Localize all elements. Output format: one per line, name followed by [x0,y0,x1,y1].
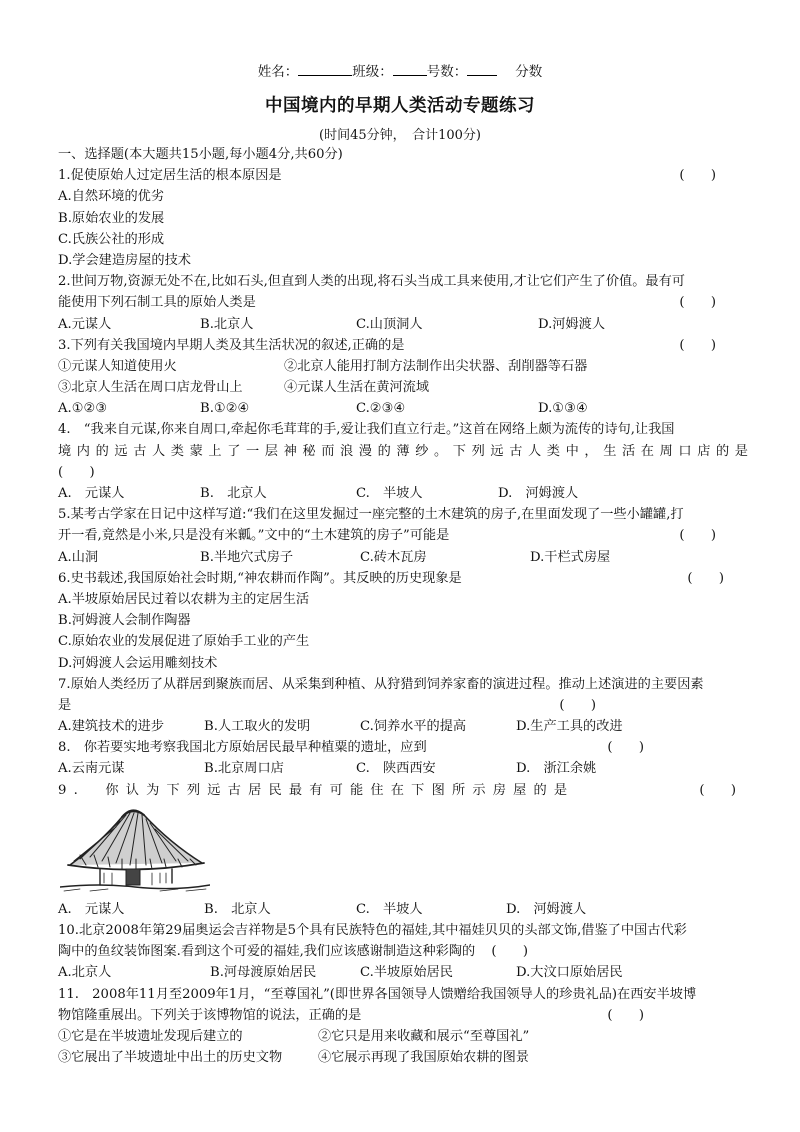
option-d: D. 浙江余姚 [516,761,597,777]
statement-4: ④元谋人生活在黄河流域 [284,380,430,396]
option-b: B.北京人 [200,316,254,332]
question-8-stem [58,737,748,758]
option-d: D.干栏式房屋 [530,549,611,565]
question-4-stem-line-1: 4. “我来自元谋,你来自周口,牵起你毛茸茸的手,爱让我们直立行走。”这首在网络上颇为流传的诗句,让我国 [58,422,675,438]
question-1-text: 1.促使原始人过定居生活的根本原因是 [58,168,282,184]
statement-4: ④它展示再现了我国原始农耕的图景 [318,1050,529,1066]
question-10-options [58,962,748,983]
statement-2: ②它只是用来收藏和展示“至尊国礼” [318,1028,530,1044]
answer-paren: ( ) [679,295,716,311]
question-8-options [58,758,748,779]
question-11-stem-line-1: 11. 2008年11月至2009年1月，“至尊国礼”(即世界各国领导人馈赠给我国领导人的珍贵礼品)在西安半坡博 [58,986,697,1002]
question-5-stem-line-2 [58,525,748,546]
answer-paren: ( ) [607,740,644,756]
option-d: D.学会建造房屋的技术 [58,252,191,268]
question-10-stem-line-1: 10.北京2008年第29届奥运会吉祥物是5个具有民族特色的福娃,其中福娃贝贝的头部文饰,借鉴了中国古代彩 [58,923,687,938]
option-a: A.建筑技术的进步 [58,719,165,735]
question-4-options [58,483,748,504]
option-b: B. 北京人 [204,901,271,917]
option-a: A.元谋人 [58,316,112,332]
answer-paren: ( ) [699,782,736,798]
option-c: C.原始农业的发展促进了原始手工业的产生 [58,634,310,650]
option-d: D.河姆渡人会运用雕刻技术 [58,655,218,671]
option-c: C. 半坡人 [356,901,423,917]
answer-paren: ( ) [559,697,596,713]
statement-3: ③北京人生活在周口店龙骨山上 [58,380,243,396]
question-2-options [58,314,748,335]
question-7-options [58,716,748,737]
class-label: 班级： [352,64,393,80]
thatched-hut-image [60,803,210,895]
question-4-stem-line-3: ( ) [58,464,95,480]
option-d: D. 河姆渡人 [498,486,579,501]
question-9-options [58,899,748,920]
question-10-text: 陶中的鱼纹装饰图案.看到这个可爱的福娃,我们应该感谢制造这种彩陶的 [58,944,476,960]
hut-illustration [58,801,748,899]
statement-1: ①元谋人知道使用火 [58,358,177,374]
question-11-statements-1 [58,1026,748,1047]
option-a: A.云南元谋 [58,761,125,777]
option-a: A.自然环境的优劣 [58,189,165,205]
question-4-stem-line-2: 境内的远古人类蒙上了一层神秘而浪漫的薄纱。下列远古人类中，生活在周口店的是 [58,443,748,459]
option-b: B.原始农业的发展 [58,210,165,226]
question-11-text: 物馆隆重展出。下列关于该博物馆的说法，正确的是 [58,1007,362,1023]
option-a: A.山洞 [58,549,99,565]
statement-3: ③它展出了半坡遗址中出土的历史文物 [58,1050,283,1066]
number-blank[interactable] [467,62,497,76]
question-7-stem-line-1: 7.原始人类经历了从群居到聚族而居、从采集到种植、从狩猎到饲养家畜的演进过程。推动上述演进的主要因素 [58,676,704,692]
question-3-statements-1 [58,356,748,377]
statement-2: ②北京人能用打制方法制作出尖状器、刮削器等石器 [284,358,588,374]
option-d: D.河姆渡人 [538,316,606,332]
option-c: C.半坡原始居民 [360,965,453,981]
option-c: C.山顶洞人 [356,316,423,332]
statement-1: ①它是在半坡遗址发现后建立的 [58,1028,243,1044]
option-c: C.②③④ [356,401,406,417]
answer-paren: ( ) [679,337,716,353]
page-subtitle: (时间45分钟， 合计100分) [319,128,481,143]
option-b: B.河姆渡人会制作陶器 [58,613,191,629]
question-9-text: 9. 你认为下列远古居民最有可能住在下图所示房屋的是 [58,782,575,798]
option-c: C.砖木瓦房 [360,549,427,565]
option-c: C. 陕西西安 [356,761,436,777]
question-5-stem-line-1: 5.某考古学家在日记中这样写道:“我们在这里发掘过一座完整的土木建筑的房子,在里面发现了一些小罐罐,打 [58,507,684,523]
page-title: 中国境内的早期人类活动专题练习 [265,96,535,116]
question-6-stem [58,568,748,589]
option-a: A. 元谋人 [58,486,125,501]
question-1-stem [58,165,748,186]
question-3-statements-2 [58,377,748,398]
question-10-stem-line-2 [58,941,748,962]
option-b: B. 北京人 [200,486,267,501]
name-label: 姓名： [257,64,299,80]
class-blank[interactable] [393,62,427,76]
option-c: C. 半坡人 [356,486,423,501]
option-b: B.半地穴式房子 [200,549,294,565]
question-11-stem-line-2 [58,1005,748,1026]
question-2-stem-line-1: 2.世间万物,资源无处不在,比如石头,但直到人类的出现,将石头当成工具来使用,才让它们产生了价值。最有可 [58,274,685,290]
option-d: D.大汶口原始居民 [516,965,623,981]
number-label: 号数： [426,64,468,80]
score-label: 分数 [515,64,543,80]
question-3-text: 3.下列有关我国境内早期人类及其生活状况的叙述,正确的是 [58,337,405,353]
option-a: A.半坡原始居民过着以农耕为主的定居生活 [58,591,310,607]
name-blank[interactable] [298,62,352,76]
option-d: D.生产工具的改进 [516,719,623,735]
option-b: B.人工取火的发明 [204,719,311,735]
question-2-text: 能使用下列石制工具的原始人类是 [58,295,256,311]
option-c: C.饲养水平的提高 [360,719,467,735]
option-a: A.北京人 [58,965,112,981]
question-6-text: 6.史书载述,我国原始社会时期,“神农耕而作陶”。其反映的历史现象是 [58,570,462,586]
option-a: A. 元谋人 [58,901,125,917]
option-b: B.①②④ [200,401,250,417]
option-a: A.①②③ [58,401,108,417]
question-5-options [58,547,748,568]
section-heading: 一、选择题(本大题共15小题,每小题4分,共60分) [58,147,343,162]
question-2-stem-line-2 [58,292,748,313]
answer-paren: ( ) [679,168,716,184]
answer-paren: ( ) [491,944,529,960]
student-info-line [0,60,800,80]
option-b: B.河母渡原始居民 [210,965,317,981]
question-7-stem-line-2 [58,695,748,716]
question-3-options [58,398,748,419]
answer-paren: ( ) [687,570,724,586]
question-3-stem [58,335,748,356]
option-c: C.氏族公社的形成 [58,231,165,247]
question-8-text: 8. 你若要实地考察我国北方原始居民最早种植粟的遗址，应到 [58,740,427,756]
question-9-stem [58,780,748,801]
question-list [58,144,748,1068]
question-11-statements-2 [58,1047,748,1068]
option-d: D. 河姆渡人 [506,901,587,917]
option-d: D.①③④ [538,401,588,417]
option-b: B.北京周口店 [204,761,284,777]
question-5-text: 开一看,竟然是小米,只是没有米瓤。”文中的“土木建筑的房子”可能是 [58,528,450,544]
answer-paren: ( ) [679,528,716,544]
question-7-text: 是 [58,697,72,713]
answer-paren: ( ) [607,1007,644,1023]
